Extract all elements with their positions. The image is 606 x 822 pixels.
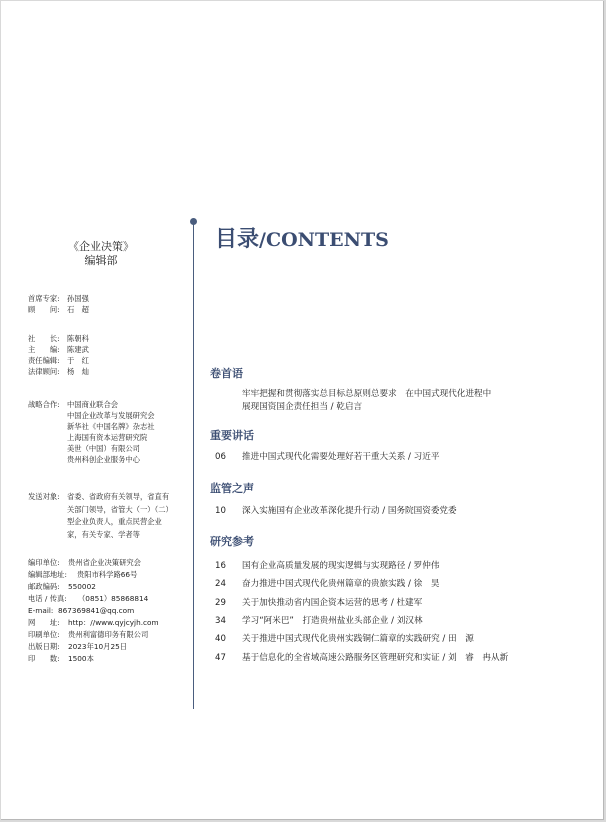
toc-entry-title: 国有企业高质量发展的现实逻辑与实现路径 / 罗仲伟 [242, 561, 440, 571]
info-row: 编印单位: 贵州省企业决策研究会 [28, 558, 141, 567]
toc-entry[interactable] [215, 633, 575, 647]
toc-entry-title: 关于推进中国式现代化贵州实践铜仁篇章的实践研究 / 田 源 [242, 634, 474, 644]
info-row: 邮政编码: 550002 [28, 582, 96, 591]
partner-item: 上海国有资本运营研究院 [67, 433, 148, 442]
staff-row: 法律顾问: 杨 灿 [28, 367, 89, 376]
staff-row: 首席专家: 孙国强 [28, 294, 89, 303]
toc-page-number: 40 [215, 634, 226, 644]
toc-page-number: 34 [215, 616, 226, 626]
section-title: 重要讲话 [210, 429, 254, 442]
toc-page-number: 24 [215, 579, 226, 589]
contents-heading-sep: / [259, 229, 266, 251]
toc-entry-title: 奋力推进中国式现代化贵州篇章的贵旅实践 / 徐 昊 [242, 579, 440, 589]
staff-row: 社 长: 陈朝科 [28, 334, 89, 343]
toc-page-number: 10 [215, 506, 226, 516]
info-row: 印 数: 1500本 [28, 654, 94, 663]
staff-row: 责任编辑: 于 红 [28, 356, 89, 365]
info-row: E-mail: 867369841@qq.com [28, 606, 135, 615]
delivery-line: 省委、省政府有关领导，省直有 [67, 492, 170, 501]
toc-entry-title: 牢牢把握和贯彻落实总目标总原则总要求 在中国式现代化进程中 [242, 389, 492, 399]
toc-entry[interactable] [215, 652, 595, 666]
section-title: 卷首语 [210, 367, 243, 380]
contents-heading-cn: 目录 [215, 227, 260, 252]
toc-page-number: 16 [215, 561, 226, 571]
toc-entry-title: 关于加快推动省内国企资本运营的思考 / 杜建军 [242, 598, 423, 608]
partner-item: 新华社《中国名牌》杂志社 [67, 422, 155, 431]
toc-entry[interactable] [215, 451, 575, 465]
divider-dot [190, 218, 197, 225]
partner-item: 中国商业联合会 [67, 400, 119, 409]
toc-entry-title: 学习“阿米巴” 打造贵州盐业头部企业 / 刘汉林 [242, 616, 423, 626]
board-title-line2: 编辑部 [84, 254, 118, 267]
staff-block-1 [28, 293, 89, 315]
section-title: 研究参考 [210, 535, 254, 548]
partners-label: 战略合作: [28, 400, 60, 409]
info-row: 网 址: http：//www.qyjcyjh.com [28, 618, 159, 627]
staff-row: 主 编: 陈建武 [28, 345, 89, 354]
toc-entry[interactable] [215, 615, 575, 629]
info-row: 印刷单位: 贵州利富德印务有限公司 [28, 630, 149, 639]
contents-heading [215, 222, 389, 253]
toc-entry[interactable] [215, 578, 575, 592]
delivery-block [28, 491, 173, 541]
magazine-page [1, 1, 604, 820]
toc-entry-title: 推进中国式现代化需要处理好若干重大关系 / 习近平 [242, 452, 440, 462]
toc-entry-title: 展现国资国企责任担当 / 乾启言 [242, 402, 363, 412]
toc-page-number: 47 [215, 653, 226, 663]
toc-entry[interactable] [215, 560, 575, 574]
toc-page-number: 06 [215, 452, 226, 462]
toc-page-number: 29 [215, 598, 226, 608]
partner-item: 中国企业改革与发展研究会 [67, 411, 155, 420]
delivery-line: 型企业负责人，重点民营企业 [67, 517, 162, 526]
toc-entry[interactable] [215, 597, 575, 611]
section-title: 监管之声 [210, 482, 254, 495]
partner-item: 美世（中国）有限公司 [67, 444, 140, 453]
info-row: 电话 / 传真: （0851）85868814 [28, 594, 149, 603]
info-row: 出版日期: 2023年10月25日 [28, 642, 128, 651]
toc-entry-title: 基于信息化的全省域高速公路服务区管理研究和实证 / 刘 睿 冉从新 [242, 653, 509, 663]
board-title-line1: 《企业决策》 [68, 240, 134, 253]
toc-entry[interactable] [215, 388, 575, 416]
delivery-line: 关部门领导，省管大（一）（二） [67, 504, 173, 514]
staff-row: 顾 问: 石 超 [28, 305, 89, 314]
toc-entry-title: 深入实施国有企业改革深化提升行动 / 国务院国资委党委 [242, 506, 457, 516]
delivery-label: 发送对象: [28, 492, 60, 501]
delivery-line: 家，有关专家、学者等 [67, 529, 140, 539]
partners-block [28, 399, 155, 465]
staff-block-2 [28, 333, 89, 377]
contents-heading-en: CONTENTS [265, 229, 389, 251]
publication-info [28, 557, 159, 665]
toc-entry[interactable] [215, 505, 575, 519]
partner-item: 贵州科创企业服务中心 [67, 455, 140, 464]
divider-line [193, 221, 194, 709]
info-row: 编辑部地址: 贵阳市科学路66号 [28, 570, 138, 579]
